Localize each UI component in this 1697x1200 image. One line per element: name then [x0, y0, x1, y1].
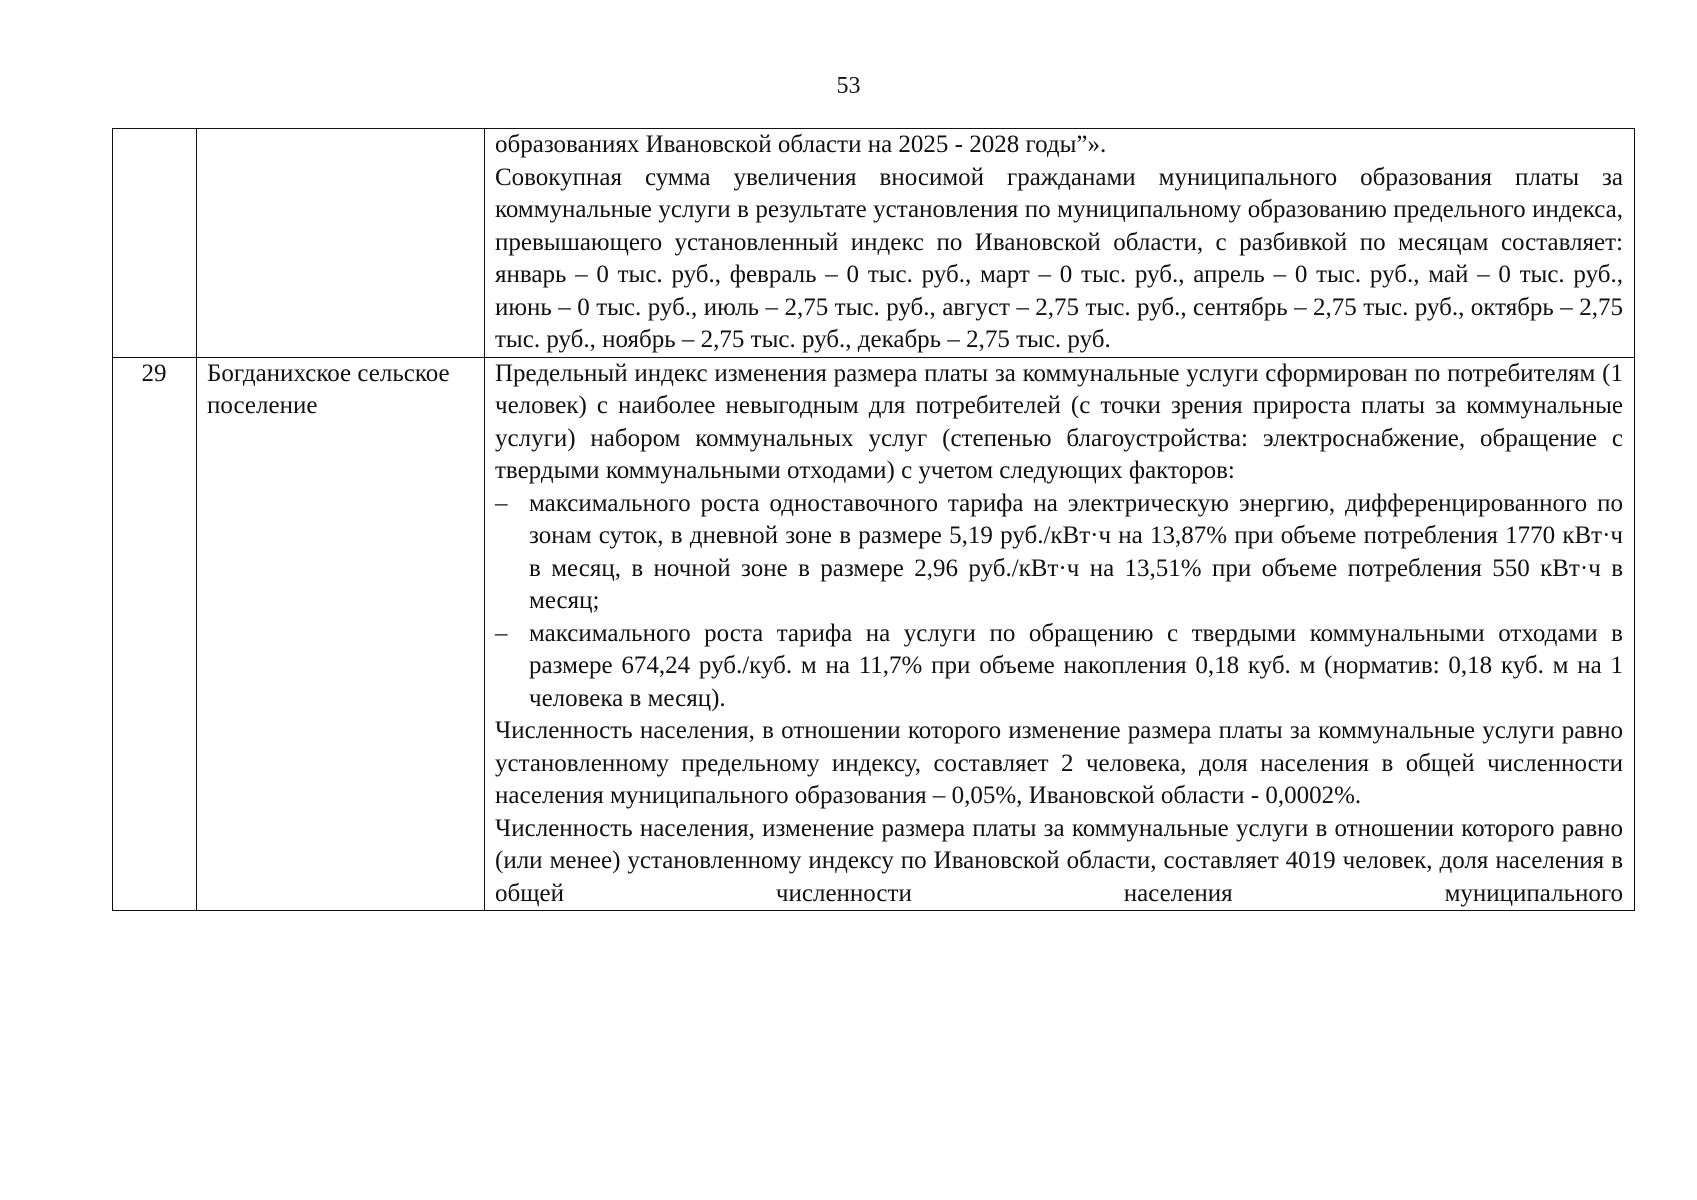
- paragraph-monthly-increase: Совокупная сумма увеличения вносимой гражданами муниципального образования платы за коммунальные услуги в результате установления по муниципальному образованию предельного индекса, превышающего установленный индекс по Ивановской области, с разбивкой по месяцам составляет: январь – 0 тыс. руб., февраль – 0 тыс. руб., март – 0 тыс. руб., апрель – 0 тыс. руб., май – 0 тыс. руб., июнь – 0 тыс. руб., июль – 2,75 тыс. руб., август – 2,75 тыс. руб., сентябрь – 2,75 тыс. руб., октябрь – 2,75 тыс. руб., ноябрь – 2,75 тыс. руб., декабрь – 2,75 тыс. руб.: [495, 163, 1623, 353]
- municipality-name-cell: [197, 129, 485, 358]
- page-number: 53: [836, 73, 861, 99]
- table-row-continued: [113, 129, 1635, 358]
- description-cell: [485, 357, 1635, 911]
- paragraph-population-less: Численность населения, изменение размера платы за коммунальные услуги в отношении которого равно (или менее) установленному индексу по Ивановской области, составляет 4019 человек, доля населения в общей численности населения муниципального: [495, 814, 1623, 907]
- factor-item-waste: [495, 618, 1623, 716]
- description-cell: [485, 129, 1635, 358]
- paragraph-index-intro: Предельный индекс изменения размера платы за коммунальные услуги сформирован по потребителям (1 человек) с наиболее невыгодным для потребителей (с точки зрения прироста платы за коммунальные услуги) набором коммунальных услуг (степенью благоустройства: электроснабжение, обращение с твердыми коммунальными отходами) с учетом следующих факторов:: [495, 359, 1623, 484]
- dash-bullet: –: [495, 619, 508, 647]
- factor-text: максимального роста одноставочного тарифа на электрическую энергию, дифференцированного по зонам суток, в дневной зоне в размере 5,19 руб./кВт·ч на 13,87% при объеме потребления 1770 кВт·ч в месяц, в ночной зоне в размере 2,96 руб./кВт·ч на 13,51% при объеме потребления 550 кВт·ч в месяц;: [529, 489, 1623, 614]
- row-number-cell: [113, 129, 197, 358]
- paragraph-population-equal: Численность населения, в отношении которого изменение размера платы за коммунальные услуги равно установленному предельному индексу, составляет 2 человека, доля населения в общей численности населения муниципального образования – 0,05%, Ивановской области - 0,0002%.: [495, 717, 1623, 809]
- municipal-index-table: [112, 128, 1635, 911]
- factor-text: максимального роста тарифа на услуги по обращению с твердыми коммунальными отходами в размере 674,24 руб./куб. м на 11,7% при объеме накопления 0,18 куб. м (норматив: 0,18 куб. м на 1 человека в месяц).: [529, 619, 1623, 712]
- factor-item-electricity: [495, 488, 1623, 618]
- paragraph-program-title-end: образованиях Ивановской области на 2025 - 2028 годы”».: [495, 131, 1107, 158]
- municipality-name-cell: Богданихское сельское поселение: [197, 357, 485, 911]
- dash-bullet: –: [495, 489, 508, 517]
- table-row-29: [113, 357, 1635, 911]
- row-number-cell: 29: [113, 357, 197, 911]
